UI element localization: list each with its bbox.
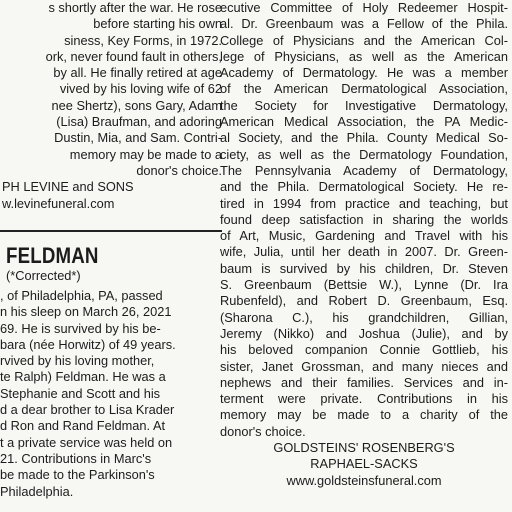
text-line: lege of Physicians, as well as the American <box>220 48 508 64</box>
text-line: nee Shertz), sons Gary, Adam <box>51 97 222 113</box>
text-line: Stephanie and Scott and his <box>0 385 161 401</box>
text-line: nephews and their families. Services and in- <box>220 374 508 390</box>
text-line: n his sleep on March 26, 2021 <box>0 304 172 320</box>
text-line: wife, Julia, until her death in 2007. Dr. Green- <box>220 244 508 260</box>
column-divider-rule <box>0 230 222 232</box>
text-line: terment were private. Contributions in his <box>220 391 508 407</box>
text-line: siness, Key Forms, in 1972. <box>64 32 222 48</box>
text-line: Philadelphia. <box>0 483 74 499</box>
text-line: t a private service was held on <box>0 434 173 450</box>
text-line: Jeremy (Nikko) and Joshua (Julie), and by <box>220 325 508 341</box>
text-line: 21. Contributions in Marc's <box>0 450 152 466</box>
right-obituary-column <box>220 0 508 489</box>
text-line: d Ron and Rand Feldman. At <box>0 418 166 434</box>
text-line: of Art, Music, Gardening and Travel with his <box>220 228 508 244</box>
text-line: The Pennsylvania Academy of Dermatology, <box>220 162 508 178</box>
text-line: te Ralph) Feldman. He was a <box>0 369 166 385</box>
text-line: Rubenfeld), and Robert D. Greenbaum, Esq. <box>220 293 508 309</box>
obituary-heading-feldman: FELDMAN <box>6 243 99 268</box>
text-line: tired in 1994 from practice and teaching, but <box>220 195 508 211</box>
text-line: vived by his loving wife of 62 <box>59 81 222 97</box>
text-line: baum is survived by his children, Dr. Steven <box>220 260 508 276</box>
text-line: found deep satisfaction in sharing the worlds <box>220 211 508 227</box>
text-line: Dustin, Mia, and Sam. Contri- <box>54 130 222 146</box>
text-line: 69. He is survived by his be- <box>0 320 161 336</box>
text-line: memory may be made to a <box>69 146 222 162</box>
text-line: sister, Janet Grossman, and many nieces and <box>220 358 508 374</box>
text-line: Academy of Dermatology. He was a member <box>220 65 508 81</box>
right-last-line: donor's choice. <box>220 423 306 439</box>
text-line: before starting his own <box>93 16 222 32</box>
text-line: al. Dr. Greenbaum was a Fellow of the Phila. <box>220 16 508 32</box>
text-line: (Lisa) Braufman, and adoring <box>56 114 222 130</box>
text-line: his beloved companion Connie Gottlieb, his <box>220 342 508 358</box>
text-line: be made to the Parkinson's <box>0 467 155 483</box>
right-funeral-home-line2: RAPHAEL-SACKS <box>310 456 418 472</box>
text-line: College of Physicians and the American Col- <box>220 32 508 48</box>
right-funeral-url: www.goldsteinsfuneral.com <box>286 472 442 488</box>
text-line: by all. He finally retired at age <box>53 65 222 81</box>
left-obituary-text <box>0 0 222 179</box>
text-line: the Society for Investigative Dermatology, <box>220 97 508 113</box>
feldman-obituary-text <box>0 288 222 500</box>
text-line: and the Phila. Dermatological Society. He re- <box>220 179 508 195</box>
left-obituary-column <box>0 0 222 212</box>
text-line: ecutive Committee of Holy Redeemer Hospit- <box>220 0 508 15</box>
text-line: , of Philadelphia, PA, passed <box>0 288 163 303</box>
right-funeral-home-line1: GOLDSTEINS' ROSENBERG'S <box>273 440 455 456</box>
text-line: of the American Dermatological Association, <box>220 81 508 97</box>
text-line: (Sharona C.), his grandchildren, Gillian, <box>220 309 508 325</box>
text-line: al Society, and the Phila. County Medical So- <box>220 130 508 146</box>
text-line: ciety, as well as the Dermatology Foundation, <box>220 146 508 162</box>
text-line: bara (née Horwitz) of 49 years. <box>0 336 176 352</box>
text-line: S. Greenbaum (Bettsie W.), Lynne (Dr. Ira <box>220 277 508 293</box>
text-line: donor's choice. <box>136 162 222 178</box>
text-line: American Medical Association, the PA Medic- <box>220 114 508 130</box>
correction-note: (*Corrected*) <box>6 268 81 283</box>
text-line: ork, never found fault in others, <box>45 48 222 64</box>
text-line: s shortly after the war. He rose <box>48 0 222 15</box>
text-line: rvived by his loving mother, <box>0 353 155 369</box>
text-line: memory may be made to a charity of the <box>220 407 508 423</box>
left-funeral-home: PH LEVINE and SONS <box>2 179 134 195</box>
text-line: d a dear brother to Lisa Krader <box>0 402 175 418</box>
left-funeral-url: w.levinefuneral.com <box>2 195 115 211</box>
greenbaum-obituary-text <box>220 0 508 424</box>
